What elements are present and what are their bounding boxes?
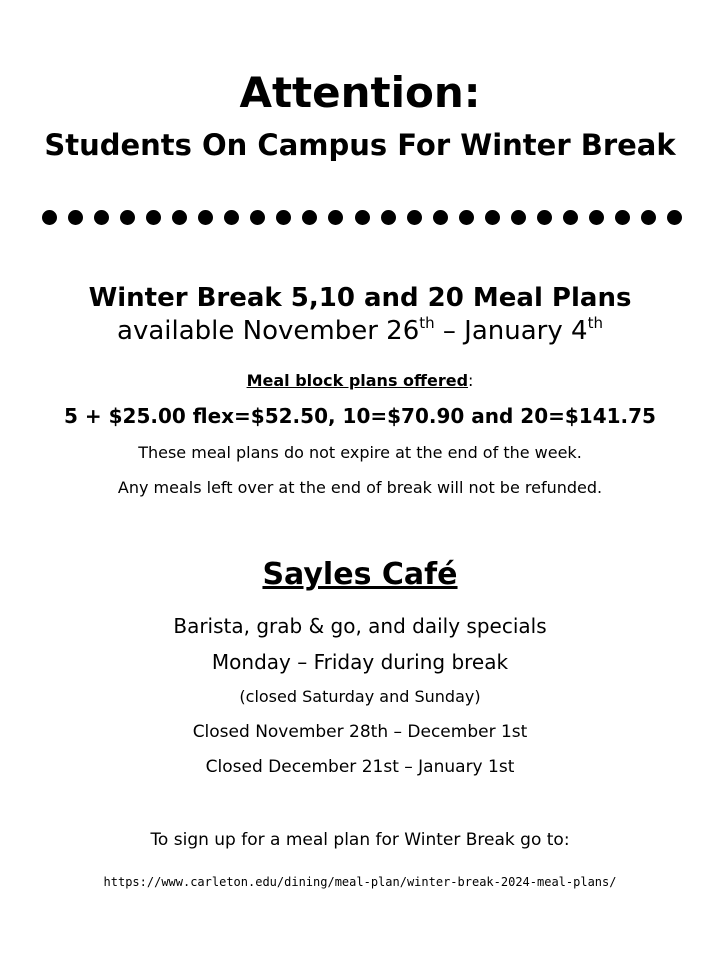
- divider-dot: [667, 210, 682, 225]
- block-plans-label-text: Meal block plans offered: [246, 371, 469, 390]
- signup-instructions: To sign up for a meal plan for Winter Break go to:: [150, 830, 570, 850]
- divider-dot: [172, 210, 187, 225]
- divider-dot: [485, 210, 500, 225]
- cafe-closure-november: Closed November 28th – December 1st: [192, 722, 528, 742]
- divider-dot: [459, 210, 474, 225]
- cafe-closure-december: Closed December 21st – January 1st: [205, 757, 515, 777]
- divider-dot: [433, 210, 448, 225]
- block-plans-label-colon: :: [468, 371, 474, 390]
- divider-dot: [276, 210, 291, 225]
- meal-plan-prices: 5 + $25.00 flex=$52.50, 10=$70.90 and 20=$141.75: [64, 404, 656, 428]
- signup-url[interactable]: https://www.carleton.edu/dining/meal-plan/winter-break-2024-meal-plans/: [103, 875, 617, 889]
- divider-dot: [120, 210, 135, 225]
- divider-dot: [146, 210, 161, 225]
- divider-dot: [302, 210, 317, 225]
- divider-dot: [328, 210, 343, 225]
- divider-dot: [511, 210, 526, 225]
- divider-dot: [381, 210, 396, 225]
- cafe-title: Sayles Café: [262, 557, 458, 592]
- meal-plans-availability: [0, 314, 720, 346]
- divider-dot: [94, 210, 109, 225]
- divider-dot: [589, 210, 604, 225]
- divider-dot: [224, 210, 239, 225]
- availability-sup-2: th: [587, 314, 603, 332]
- divider-dot: [68, 210, 83, 225]
- cafe-offerings: Barista, grab & go, and daily specials: [173, 614, 547, 638]
- divider-dot: [537, 210, 552, 225]
- divider-dot: [563, 210, 578, 225]
- availability-sup-1: th: [419, 314, 435, 332]
- divider-dot: [42, 210, 57, 225]
- no-refund-note: Any meals left over at the end of break will not be refunded.: [117, 478, 603, 497]
- divider-dot: [198, 210, 213, 225]
- divider-dot: [250, 210, 265, 225]
- meal-plans-heading: Winter Break 5,10 and 20 Meal Plans: [88, 283, 632, 313]
- flyer-subtitle: Students On Campus For Winter Break: [44, 128, 676, 162]
- block-plans-label: [0, 373, 720, 389]
- flyer-title: Attention:: [239, 68, 481, 117]
- divider-dot: [355, 210, 370, 225]
- availability-end: – January 4: [434, 316, 588, 346]
- availability-start: available November 26: [117, 316, 420, 346]
- dotted-divider: [42, 210, 682, 228]
- cafe-days: Monday – Friday during break: [211, 650, 509, 674]
- divider-dot: [641, 210, 656, 225]
- no-expire-note: These meal plans do not expire at the end of the week.: [138, 443, 582, 462]
- divider-dot: [407, 210, 422, 225]
- cafe-weekend-closure: (closed Saturday and Sunday): [239, 687, 481, 706]
- divider-dot: [615, 210, 630, 225]
